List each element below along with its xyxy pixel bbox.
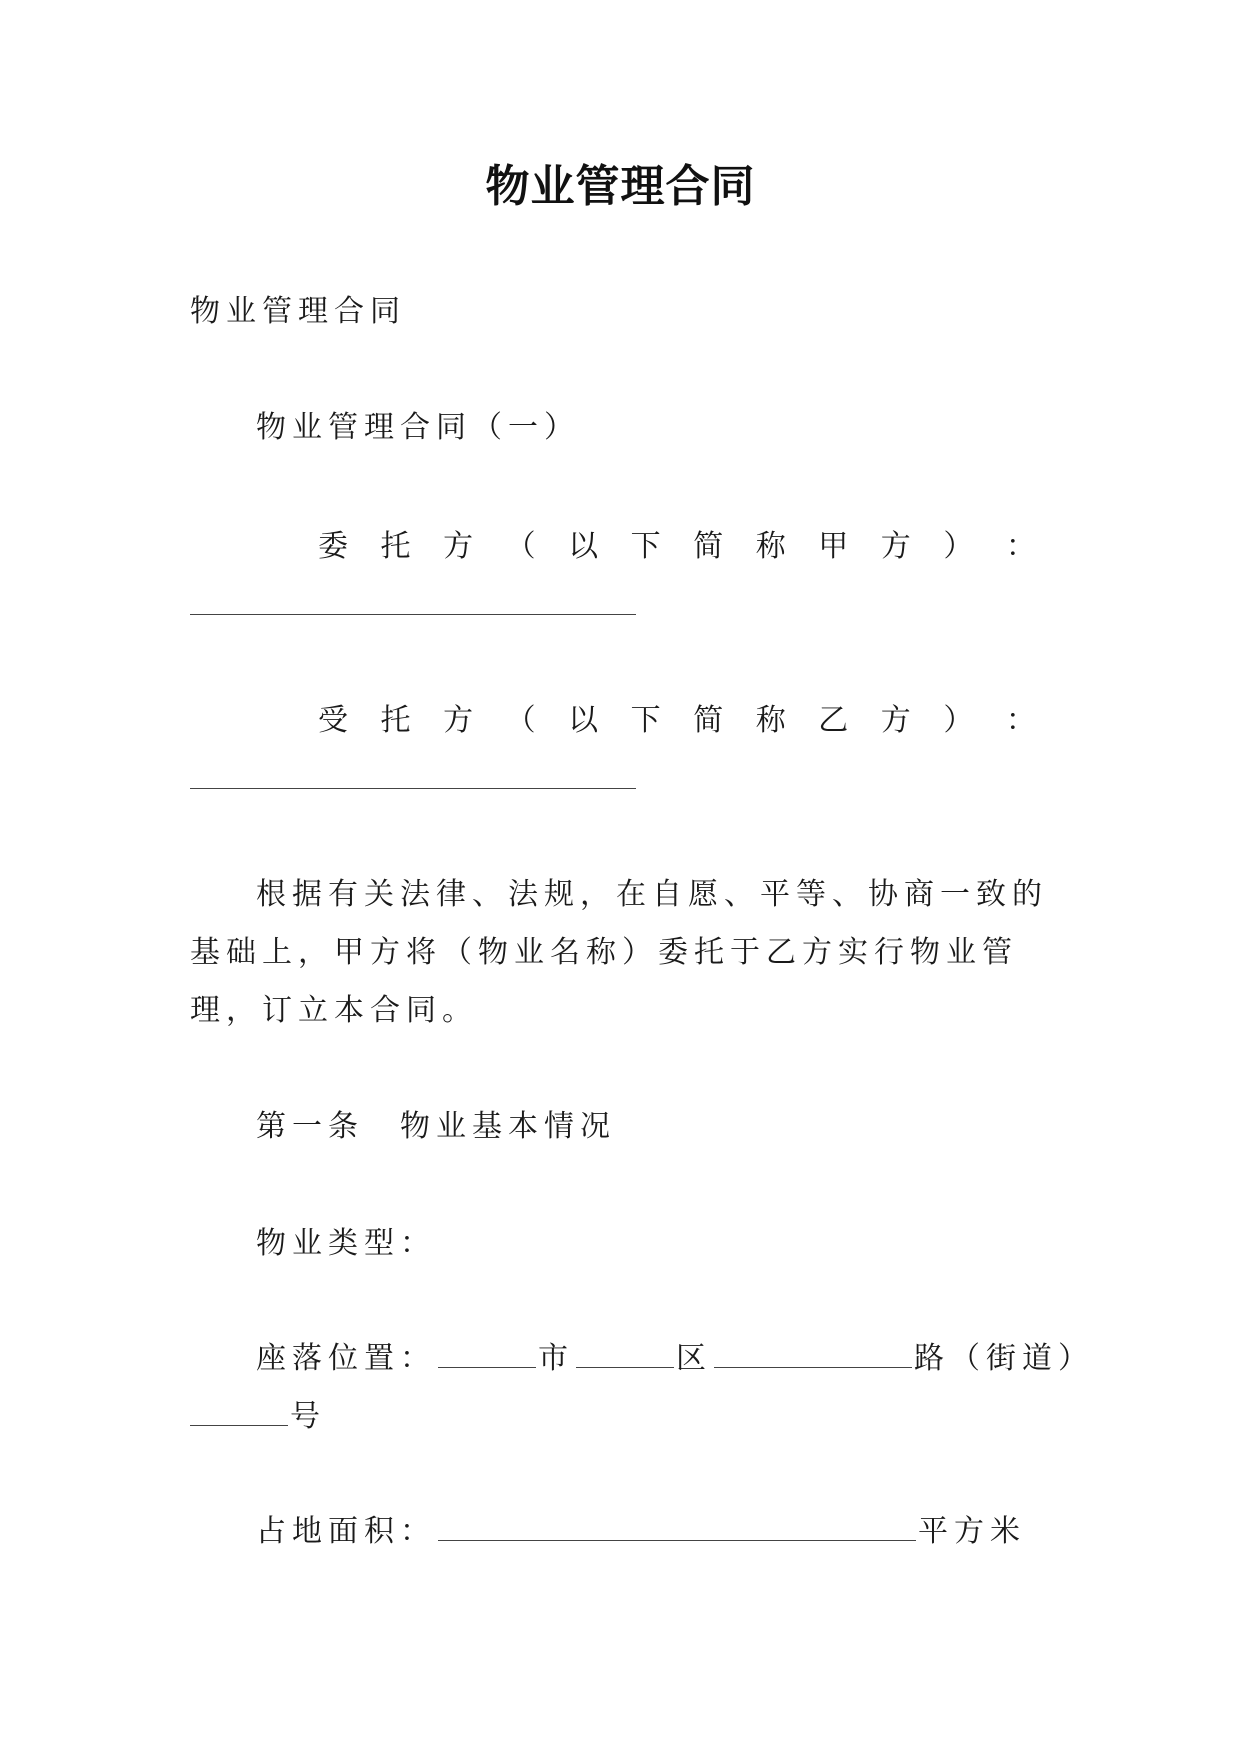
party-b-char: 方	[880, 703, 911, 738]
road-suffix: 路（街道）	[914, 1341, 1094, 1376]
party-a-char: ）	[943, 529, 974, 564]
party-a-line	[318, 528, 1036, 566]
party-a-char: 委	[318, 529, 348, 564]
party-b-blank[interactable]	[190, 788, 636, 789]
party-b-char: 受	[318, 703, 348, 738]
road-blank[interactable]	[714, 1341, 912, 1368]
party-a-char: （	[505, 529, 536, 564]
party-a-char: 以	[568, 529, 599, 564]
party-b-char: 下	[630, 703, 661, 738]
property-type-label: 物业类型：	[256, 1226, 436, 1261]
section-heading: 物业管理合同（一）	[256, 410, 580, 445]
number-suffix: 号	[290, 1399, 326, 1434]
party-b-char: 方	[443, 703, 474, 738]
party-b-char: ）	[943, 703, 974, 738]
party-b-char: （	[505, 703, 536, 738]
party-a-char: 托	[380, 529, 411, 564]
party-a-char: 称	[755, 529, 786, 564]
party-b-char: 乙	[818, 703, 849, 738]
party-a-char: ：	[1005, 529, 1036, 564]
party-b-char: 称	[755, 703, 786, 738]
land-area-label: 占地面积：	[256, 1514, 436, 1549]
location-label: 座落位置：	[256, 1341, 436, 1376]
party-b-char: 以	[568, 703, 599, 738]
location-number-line	[190, 1398, 326, 1436]
district-suffix: 区	[676, 1341, 712, 1376]
party-a-char: 甲	[818, 529, 849, 564]
number-blank[interactable]	[190, 1399, 288, 1426]
preamble-paragraph	[190, 866, 1050, 1040]
land-area-line	[256, 1513, 1026, 1551]
article-1-heading: 第一条 物业基本情况	[256, 1109, 616, 1144]
party-a-char: 下	[630, 529, 661, 564]
document-title: 物业管理合同	[485, 161, 756, 212]
city-suffix: 市	[538, 1341, 574, 1376]
city-blank[interactable]	[438, 1341, 536, 1368]
party-b-char: 托	[380, 703, 411, 738]
district-blank[interactable]	[576, 1341, 674, 1368]
party-a-char: 简	[693, 529, 724, 564]
location-line	[256, 1340, 1094, 1378]
preamble-text: 根据有关法律、法规，在自愿、平等、协商一致的基础上，甲方将（物业名称）委托于乙方实行物业管理，订立本合同。	[190, 877, 1048, 1028]
land-area-blank[interactable]	[438, 1514, 916, 1541]
document-subtitle: 物业管理合同	[190, 294, 406, 329]
party-a-char: 方	[880, 529, 911, 564]
party-b-line	[318, 702, 1036, 740]
party-a-blank[interactable]	[190, 614, 636, 615]
party-b-char: ：	[1005, 703, 1036, 738]
land-area-unit: 平方米	[918, 1514, 1026, 1549]
party-a-char: 方	[443, 529, 474, 564]
party-b-char: 简	[693, 703, 724, 738]
